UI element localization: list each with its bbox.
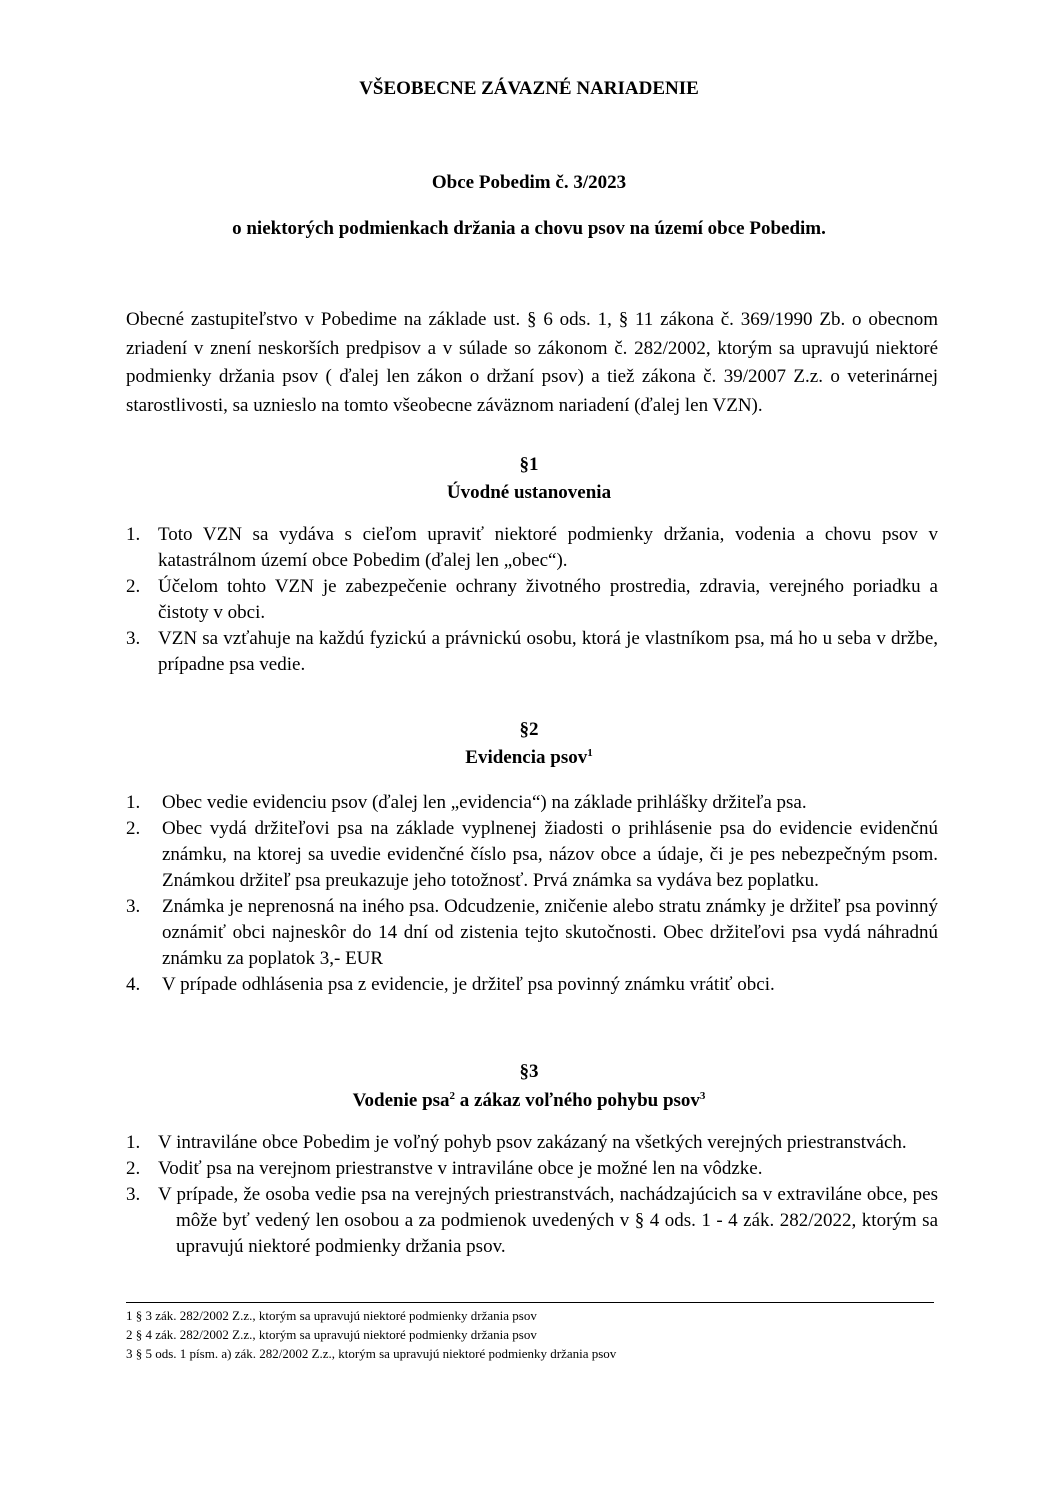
document-title: VŠEOBECNE ZÁVAZNÉ NARIADENIE — [359, 78, 699, 99]
footnote-ref-1: 1 — [587, 747, 593, 759]
footnote-2: 2 § 4 zák. 282/2002 Z.z., ktorým sa upravujú niektoré podmienky držania psov — [126, 1327, 537, 1342]
footnote-ref-2: 2 — [449, 1090, 456, 1102]
footnote-3: 3 § 5 ods. 1 písm. a) zák. 282/2002 Z.z., ktorým sa upravujú niektoré podmienky držania psov — [126, 1346, 617, 1361]
section-3-heading: Vodenie psa$^2$ a zákaz voľného pohybu psov$^3$ — [352, 1090, 706, 1111]
footnote-divider — [126, 1302, 934, 1303]
document-subtitle: Obce Pobedim č. 3/2023 — [431, 172, 627, 193]
list-item: 1. Obec vedie evidenciu psov (ďalej len „evidencia“) na základe prihlášky držiteľa psa. — [126, 792, 807, 813]
section-3-list — [126, 1130, 938, 1260]
section-3-number: §3 — [519, 1061, 539, 1082]
section-2-list — [126, 790, 938, 998]
section-2-number: §2 — [519, 719, 539, 740]
section-2-heading: Evidencia psov$^1$ — [465, 747, 593, 768]
list-item: 1. Toto VZN sa vydáva s cieľom upraviť niektoré podmienky držania, vodenia a chovu psov v katastrálnom území obce Pobedim (ďalej len „obec“). — [126, 524, 938, 571]
document-topic: o niektorých podmienkach držania a chovu psov na území obce Pobedim. — [232, 218, 826, 239]
section-1-heading: Úvodné ustanovenia — [446, 482, 612, 503]
section-1-number: §1 — [519, 454, 539, 475]
footnote-ref-3: 3 — [699, 1090, 706, 1102]
list-item: 2. Vodiť psa na verejnom priestranstve v intraviláne obce je možné len na vôdzke. — [126, 1158, 763, 1179]
list-item: 2. Obec vydá držiteľovi psa na základe vyplnenej žiadosti o prihlásenie psa do evidencie evidenčnú známku, na ktorej sa uvedie evidenčné číslo psa, názov obce a údaje, či je pes nebezpečným psom. Známkou držiteľ psa preukazuje jeho totožnosť. Prvá známka sa vydáva bez poplatku. — [126, 818, 938, 891]
list-item: 3. Známka je neprenosná na iného psa. Odcudzenie, zničenie alebo stratu známky je držiteľ psa povinný oznámiť obci najneskôr do 14 dní od zistenia tejto skutočnosti. Obec držiteľovi psa vydá náhradnú známku za poplatok 3,- EUR — [126, 896, 938, 969]
footnote-1: 1 § 3 zák. 282/2002 Z.z., ktorým sa upravujú niektoré podmienky držania psov — [126, 1308, 537, 1323]
list-item: 4. V prípade odhlásenia psa z evidencie, je držiteľ psa povinný známku vrátiť obci. — [126, 974, 775, 995]
intro-paragraph: Obecné zastupiteľstvo v Pobedime na základe ust. § 6 ods. 1, § 11 zákona č. 369/1990 Zb. o obecnom zriadení v znení neskorších predpisov a v súlade so zákonom č. 282/2002, ktorým sa upravujú niektoré podmienky držania psov ( ďalej len zákon o držaní psov) a tiež zákona č. 39/2007 Z.z. o veterinárnej starostlivosti, sa uznieslo na tomto všeobecne záväznom nariadení (ďalej len VZN). — [126, 309, 938, 416]
section-1-list — [126, 522, 938, 678]
list-item: 3. V prípade, že osoba vedie psa na verejných priestranstvách, nachádzajúcich sa v extraviláne obce, pes môže byť vedený len osobou a za podmienok uvedených v § 4 ods. 1 - 4 zák. 282/2022, ktorým sa upravujú niektoré podmienky držania psov. — [126, 1184, 938, 1257]
list-item: 2. Účelom tohto VZN je zabezpečenie ochrany životného prostredia, zdravia, verejného poriadku a čistoty v obci. — [126, 576, 938, 623]
list-item: 1. V intraviláne obce Pobedim je voľný pohyb psov zakázaný na všetkých verejných priestranstvách. — [126, 1132, 907, 1153]
list-item: 3. VZN sa vzťahuje na každú fyzickú a právnickú osobu, ktorá je vlastníkom psa, má ho u seba v držbe, prípadne psa vedie. — [126, 628, 938, 675]
